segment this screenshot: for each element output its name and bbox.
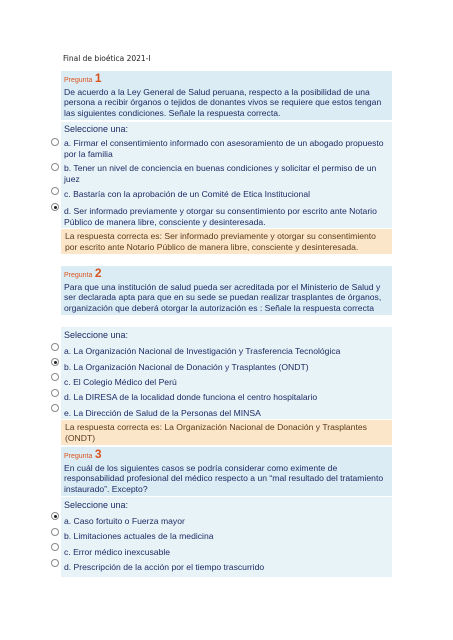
option-q2-b[interactable]: b. La Organización Nacional de Donación y Trasplantes (ONDT): [64, 362, 309, 372]
select-prompt: Seleccione una:: [64, 330, 129, 340]
radio-q2-c[interactable]: [51, 373, 59, 381]
radio-q1-c[interactable]: [51, 187, 59, 195]
option-q3-a[interactable]: a. Caso fortuito o Fuerza mayor: [64, 516, 185, 526]
option-q3-d[interactable]: d. Prescripción de la acción por el tiempo trascurrido: [64, 562, 265, 572]
question-3-header: [61, 447, 392, 496]
option-q2-e[interactable]: e. La Dirección de Salud de la Personas del MINSA: [64, 408, 261, 418]
radio-q1-b[interactable]: [51, 163, 59, 171]
question-2-options: [61, 327, 392, 419]
option-q2-a[interactable]: a. La Organización Nacional de Investigación y Trasferencia Tecnológica: [64, 346, 341, 356]
question-text: En cuál de los siguientes casos se podría considerar como eximente de responsabilidad profesional del médico respecto a un “mal resultado del tratamiento instaurado”. Excepto?: [64, 462, 384, 494]
radio-q2-e[interactable]: [51, 404, 59, 412]
option-q3-c[interactable]: c. Error médico inexcusable: [64, 547, 171, 557]
question-text: Para que una institución de salud pueda ser acreditada por el Ministerio de Salud y ser declarada apta para que en su sede se puedan realizar trasplantes de órganos, organización que deberá otorgar la autorización es : Señale la respuesta correcta: [64, 281, 382, 313]
radio-q3-b[interactable]: [51, 528, 59, 536]
question-number: 2: [94, 266, 102, 280]
radio-q3-d[interactable]: [51, 559, 59, 567]
option-q2-d[interactable]: d. La DIRESA de la localidad donde funciona el centro hospitalario: [64, 392, 318, 402]
document-title: Final de bioética 2021-I: [63, 54, 151, 63]
question-2-header: [61, 266, 392, 315]
option-q1-a[interactable]: a. Firmar el consentimiento informado con asesoramiento de un abogado propuesto por la familia: [64, 138, 384, 159]
radio-q2-d[interactable]: [51, 389, 59, 397]
radio-q2-b[interactable]: [51, 358, 59, 366]
correct-answer-1: La respuesta correcta es: Ser informado previamente y otorgar su consentimiento por escrito ante Notario Público de manera libre, consciente y desinteresada.: [61, 229, 392, 254]
option-q1-d[interactable]: d. Ser informado previamente y otorgar su consentimiento por escrito ante Notario Público de manera libre, consciente y desinteresada.: [64, 206, 377, 227]
question-label: Pregunta: [64, 77, 93, 84]
select-prompt: Seleccione una:: [64, 500, 129, 510]
option-q2-c[interactable]: c. El Colegio Médico del Perú: [64, 377, 177, 387]
question-number: 3: [94, 447, 102, 461]
question-text: De acuerdo a la Ley General de Salud peruana, respecto a la posibilidad de una persona a recibir órganos o tejidos de donantes vivos se requiere que estos tengan las siguientes condiciones. Señale la respuesta correcta.: [64, 86, 382, 118]
radio-q3-a[interactable]: [51, 512, 59, 520]
option-q1-b[interactable]: b. Tener un nivel de conciencia en buenas condiciones y solicitar el permiso de un juez: [64, 163, 377, 184]
radio-q3-c[interactable]: [51, 543, 59, 551]
radio-q1-d[interactable]: [51, 203, 59, 211]
option-q1-c[interactable]: c. Bastaría con la aprobación de un Comité de Etica Institucional: [64, 189, 311, 199]
question-number: 1: [94, 71, 102, 85]
radio-q2-a[interactable]: [51, 343, 59, 351]
question-label: Pregunta: [64, 453, 93, 460]
question-1-header: [61, 71, 392, 120]
select-prompt: Seleccione una:: [64, 124, 129, 134]
correct-answer-2: La respuesta correcta es: La Organización Nacional de Donación y Trasplantes (ONDT): [61, 420, 392, 445]
question-label: Pregunta: [64, 272, 93, 279]
radio-q1-a[interactable]: [51, 138, 59, 146]
option-q3-b[interactable]: b. Limitaciones actuales de la medicina: [64, 531, 214, 541]
